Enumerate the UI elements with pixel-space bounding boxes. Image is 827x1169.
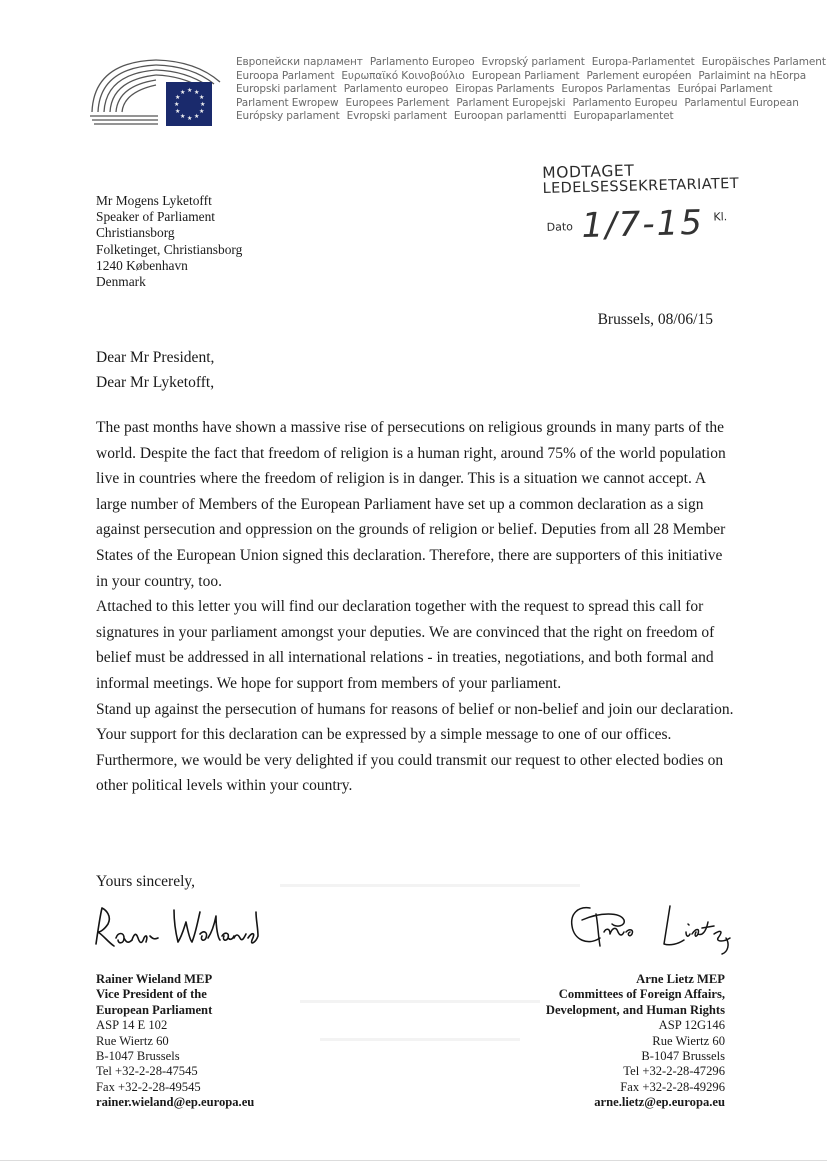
- sender-block-left: [96, 972, 254, 1111]
- sender-title: Development, and Human Rights: [545, 1002, 725, 1017]
- svg-text:★: ★: [180, 113, 186, 120]
- svg-text:★: ★: [175, 108, 181, 115]
- sender-address-line: Rue Wiertz 60: [652, 1033, 725, 1048]
- svg-text:★: ★: [174, 101, 180, 108]
- scan-artifact: [300, 1000, 540, 1003]
- parliament-names-block: [236, 56, 826, 124]
- svg-text:★: ★: [199, 94, 205, 101]
- sender-address-line: ASP 12G146: [658, 1018, 725, 1033]
- sender-address-line: Rue Wiertz 60: [96, 1033, 169, 1048]
- page-edge-line: [0, 1160, 827, 1161]
- salutation: [96, 345, 214, 395]
- salutation-line: Dear Mr Lyketofft,: [96, 374, 215, 391]
- addressee-line: 1240 København: [96, 257, 188, 273]
- received-stamp: [542, 158, 784, 254]
- salutation-line: Dear Mr President,: [96, 349, 215, 366]
- body-paragraph: Your support for this declaration can be expressed by a simple message to one of our offices. Furthermore, we would be very delighted if you could transmit our request to other elected bodies on other political levels within your country.: [96, 726, 724, 795]
- sender-fax: Fax +32-2-28-49545: [96, 1079, 201, 1094]
- scan-artifact: [320, 1038, 520, 1041]
- closing: Yours sincerely,: [96, 873, 196, 890]
- sender-email: rainer.wieland@ep.europa.eu: [96, 1095, 255, 1110]
- svg-text:★: ★: [200, 101, 206, 108]
- svg-text:★: ★: [194, 89, 200, 96]
- signature-rainer-wieland: [88, 902, 263, 964]
- parliament-names-row: Európsky parlament Evropski parlament Euroopan parlamentti Europaparlamentet: [236, 110, 674, 123]
- stamp-time-label: Kl.: [713, 210, 728, 224]
- body-paragraph: Stand up against the persecution of humans for reasons of belief or non-belief and join our declaration.: [96, 700, 734, 718]
- sender-fax: Fax +32-2-28-49296: [620, 1079, 725, 1094]
- european-parliament-logo-icon: [86, 52, 226, 130]
- sender-address-line: ASP 14 E 102: [96, 1018, 168, 1033]
- sender-title: Vice President of the: [96, 987, 207, 1002]
- sender-name: Rainer Wieland MEP: [96, 972, 213, 986]
- svg-text:★: ★: [194, 113, 200, 120]
- sender-address-line: B-1047 Brussels: [641, 1049, 725, 1064]
- addressee-line: Denmark: [96, 274, 146, 290]
- parliament-names-row: Европейски парламент Parlamento Europeo Evropský parlament Europa-Parlamentet Europäisches Parlament: [236, 56, 826, 68]
- sender-address-line: B-1047 Brussels: [96, 1049, 180, 1064]
- sender-phone: Tel +32-2-28-47296: [623, 1064, 725, 1079]
- addressee-line: Folketinget, Christiansborg: [96, 241, 243, 257]
- addressee-line: Mr Mogens Lyketofft: [96, 193, 212, 208]
- stamp-date-handwritten: 1/7-15: [581, 202, 705, 246]
- svg-text:★: ★: [187, 115, 193, 122]
- sender-name: Arne Lietz MEP: [636, 972, 725, 986]
- sender-title: Committees of Foreign Affairs,: [558, 987, 725, 1002]
- body-paragraph: Attached to this letter you will find our declaration together with the request to spread this call for signatures in your parliament amongst your deputies. We are convinced that the right on freedom of belief must be addressed in all international relations - in treaties, negotiations, and both formal and informal meetings. We hope for support from members of your parliament.: [96, 598, 715, 692]
- stamp-date-label: Dato: [546, 220, 574, 234]
- sender-block-right: [546, 972, 725, 1111]
- svg-text:★: ★: [187, 87, 193, 94]
- body-paragraph: The past months have shown a massive rise of persecutions on religious grounds in many parts of the world. Despite the fact that freedom of religion is a human right, around 75% of the world population live in countries where the freedom of religion is in danger. This is a situation we cannot accept. A large number of Members of the European Parliament have set up a common declaration as a sign against persecution and oppression on the grounds of religion or belief. Deputies from all 28 Member States of the European Union signed this declaration. Therefore, there are supporters of this initiative in your country, too.: [96, 419, 726, 590]
- parliament-names-row: Europski parlament Parlamento europeo Eiropas Parlaments Europos Parlamentas Európai Parlament: [236, 83, 773, 96]
- letter-body: [96, 415, 736, 799]
- addressee-block: [96, 193, 242, 290]
- svg-text:★: ★: [180, 89, 186, 96]
- stamp-line-1: MODTAGET: [542, 161, 635, 182]
- sender-phone: Tel +32-2-28-47545: [96, 1064, 198, 1079]
- stamp-line-2: LEDELSESSEKRETARIATET: [542, 175, 740, 197]
- svg-text:★: ★: [175, 94, 181, 101]
- svg-text:★: ★: [199, 108, 205, 115]
- parliament-names-row: Parlament Ewropew Europees Parlement Parlament Europejski Parlamento Europeu Parlamentul European: [236, 96, 799, 109]
- sender-title: European Parliament: [96, 1002, 213, 1017]
- scan-artifact: [280, 884, 580, 887]
- place-and-date: Brussels, 08/06/15: [597, 311, 713, 328]
- addressee-line: Speaker of Parliament: [96, 209, 215, 225]
- sender-email: arne.lietz@ep.europa.eu: [594, 1095, 725, 1110]
- signature-arne-lietz: [560, 898, 760, 962]
- addressee-line: Christiansborg: [96, 225, 175, 241]
- parliament-names-row: Euroopa Parlament Ευρωπαϊκό Κοινοβούλιο European Parliament Parlement européen Parlaimint na hEorpa: [236, 69, 807, 82]
